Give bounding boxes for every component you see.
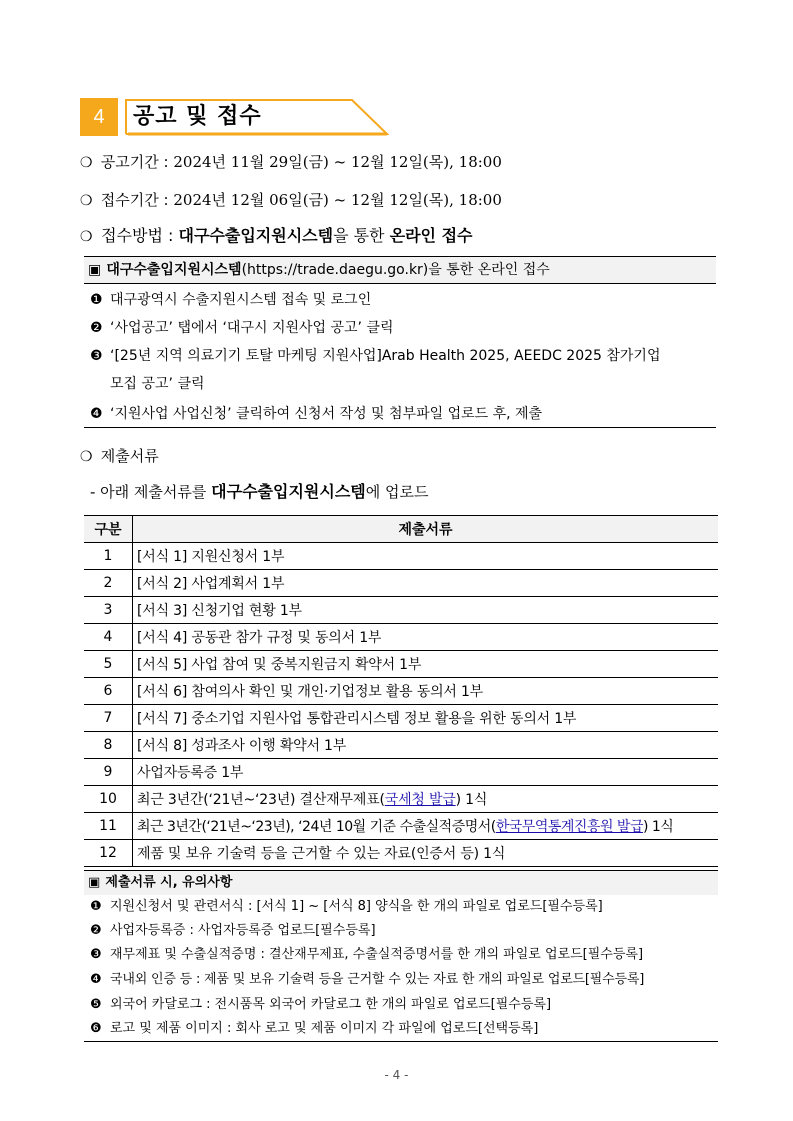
row-doc (133, 786, 719, 813)
row-doc: 사업자등록증 1부 (133, 759, 719, 786)
note-number-icon: ❺ (90, 997, 102, 1012)
row-doc-text: ) 1식 (642, 819, 674, 835)
application-method-label: 접수방법 : (101, 226, 174, 245)
notice-period-value: 2024년 11월 29일(금) ~ 12월 12일(목), 18:00 (173, 153, 502, 171)
online-step-2 (90, 318, 393, 338)
step-number-icon: ❷ (90, 320, 103, 336)
docs-heading (80, 446, 159, 467)
online-step-3 (90, 346, 660, 366)
circle-bullet-icon: ❍ (80, 229, 93, 245)
row-doc: [서식 5] 사업 참여 및 중복지원금지 확약서 1부 (133, 651, 719, 678)
circle-bullet-icon: ❍ (80, 155, 93, 171)
kotis-issuance-link[interactable]: 한국무역통계진흥원 발급 (495, 819, 643, 835)
note-number-icon: ❻ (90, 1021, 102, 1036)
column-header-doc: 제출서류 (133, 516, 719, 543)
square-marker-icon: ▣ (88, 875, 101, 890)
application-period-value: 2024년 12월 06일(금) ~ 12월 12일(목), 18:00 (173, 191, 502, 209)
table-row (84, 813, 718, 840)
row-doc: [서식 2] 사업계획서 1부 (133, 570, 719, 597)
row-number: 8 (84, 732, 133, 759)
note-item-4 (90, 971, 644, 989)
note-item-2 (90, 922, 376, 940)
row-number: 3 (84, 597, 133, 624)
row-number: 5 (84, 651, 133, 678)
online-step-4 (90, 404, 542, 424)
table-header-row (84, 516, 718, 543)
row-doc: [서식 8] 성과조사 이행 확약서 1부 (133, 732, 719, 759)
note-item-1 (90, 898, 603, 916)
row-doc: [서식 7] 중소기업 지원사업 통합관리시스템 정보 활용을 위한 동의서 1부 (133, 705, 719, 732)
nts-issuance-link[interactable]: 국세청 발급 (384, 792, 456, 808)
online-box-system: 대구수출입지원시스템 (106, 262, 242, 278)
application-method (80, 226, 472, 247)
step-text: 대구광역시 수출지원시스템 접속 및 로그인 (110, 292, 372, 308)
row-doc: [서식 6] 참여의사 확인 및 개인·기업정보 활용 동의서 1부 (133, 678, 719, 705)
table-row (84, 597, 718, 624)
notes-bottom-rule (84, 1041, 718, 1042)
step-text: ‘사업공고’ 탭에서 ‘대구시 지원사업 공고’ 클릭 (110, 320, 394, 336)
table-row (84, 840, 718, 867)
note-text: 사업자등록증 : 사업자등록증 업로드[필수등록] (110, 923, 376, 938)
documents-table (84, 515, 718, 867)
row-number: 9 (84, 759, 133, 786)
step-text: ‘[25년 지역 의료기기 토탈 마케팅 지원사업]Arab Health 2025, AEEDC 2025 참가기업 (110, 348, 661, 364)
table-row (84, 732, 718, 759)
table-row (84, 678, 718, 705)
row-doc: [서식 1] 지원신청서 1부 (133, 543, 719, 570)
row-number: 4 (84, 624, 133, 651)
docs-intro-prefix: - 아래 제출서류를 (90, 483, 207, 501)
docs-title: 제출서류 (100, 447, 159, 465)
row-number: 1 (84, 543, 133, 570)
table-row (84, 570, 718, 597)
application-period (80, 190, 502, 211)
table-row (84, 651, 718, 678)
note-text: 외국어 카달로그 : 전시품목 외국어 카달로그 한 개의 파일로 업로드[필수등록] (110, 997, 552, 1012)
docs-intro-suffix: 에 업로드 (365, 483, 429, 501)
note-number-icon: ❹ (90, 972, 102, 987)
row-doc: [서식 4] 공동관 참가 규정 및 동의서 1부 (133, 624, 719, 651)
docs-intro-system: 대구수출입지원시스템 (211, 482, 366, 501)
note-number-icon: ❶ (90, 899, 102, 914)
step-number-icon: ❶ (90, 292, 103, 308)
notes-title: 제출서류 시, 유의사항 (105, 875, 233, 890)
online-step-3-continued: 모집 공고’ 클릭 (110, 376, 205, 392)
step-text: ‘지원사업 사업신청’ 클릭하여 신청서 작성 및 첨부파일 업로드 후, 제출 (110, 406, 543, 422)
online-box-header-rest: (https://trade.daegu.go.kr)을 통한 온라인 접수 (241, 262, 550, 278)
note-item-3 (90, 946, 643, 964)
system-name: 대구수출입지원시스템 (178, 226, 334, 245)
note-item-6 (90, 1020, 538, 1038)
row-doc (133, 813, 719, 840)
table-row (84, 759, 718, 786)
note-text: 지원신청서 및 관련서식 : [서식 1] ~ [서식 8] 양식을 한 개의 파일로 업로드[필수등록] (110, 899, 603, 914)
column-header-no: 구분 (84, 516, 133, 543)
online-application: 온라인 접수 (389, 226, 473, 245)
section-title: 공고 및 접수 (133, 104, 262, 129)
step-number-icon: ❹ (90, 406, 103, 422)
table-row (84, 543, 718, 570)
row-number: 6 (84, 678, 133, 705)
notice-period (80, 152, 502, 173)
step-number-icon: ❸ (90, 348, 103, 364)
row-doc-text: 최근 3년간(‘21년~‘23년), ‘24년 10월 기준 수출실적증명서( (137, 819, 496, 835)
method-mid-text: 을 통한 (333, 226, 385, 245)
note-item-5 (90, 996, 551, 1014)
table-row (84, 705, 718, 732)
note-number-icon: ❷ (90, 923, 102, 938)
online-box-bottom-rule (84, 427, 716, 428)
page-number: - 4 - (384, 1068, 409, 1082)
online-step-1 (90, 290, 371, 310)
section-number-badge: 4 (80, 98, 118, 136)
row-number: 10 (84, 786, 133, 813)
online-box-header (84, 256, 716, 284)
row-number: 7 (84, 705, 133, 732)
circle-bullet-icon: ❍ (80, 193, 93, 209)
row-doc: [서식 3] 신청기업 현황 1부 (133, 597, 719, 624)
note-text: 재무제표 및 수출실적증명 : 결산재무제표, 수출실적증명서를 한 개의 파일로 업로드[필수등록] (110, 947, 644, 962)
row-doc: 제품 및 보유 기술력 등을 근거할 수 있는 자료(인증서 등) 1식 (133, 840, 719, 867)
row-doc-text: ) 1식 (455, 792, 488, 808)
row-number: 11 (84, 813, 133, 840)
row-number: 2 (84, 570, 133, 597)
row-number: 12 (84, 840, 133, 867)
square-marker-icon: ▣ (88, 262, 102, 278)
row-doc-text: 최근 3년간(‘21년~‘23년) 결산재무제표( (137, 792, 385, 808)
note-number-icon: ❸ (90, 947, 102, 962)
notes-header (84, 870, 718, 895)
table-row (84, 786, 718, 813)
note-text: 국내외 인증 등 : 제품 및 보유 기술력 등을 근거할 수 있는 자료 한 개의 파일로 업로드[필수등록] (110, 972, 645, 987)
notice-period-label: 공고기간 : (100, 153, 169, 171)
application-period-label: 접수기간 : (100, 191, 169, 209)
note-text: 로고 및 제품 이미지 : 회사 로고 및 제품 이미지 각 파일에 업로드[선택등록] (110, 1021, 539, 1036)
table-row (84, 624, 718, 651)
circle-bullet-icon: ❍ (80, 449, 93, 465)
docs-intro (90, 482, 428, 502)
